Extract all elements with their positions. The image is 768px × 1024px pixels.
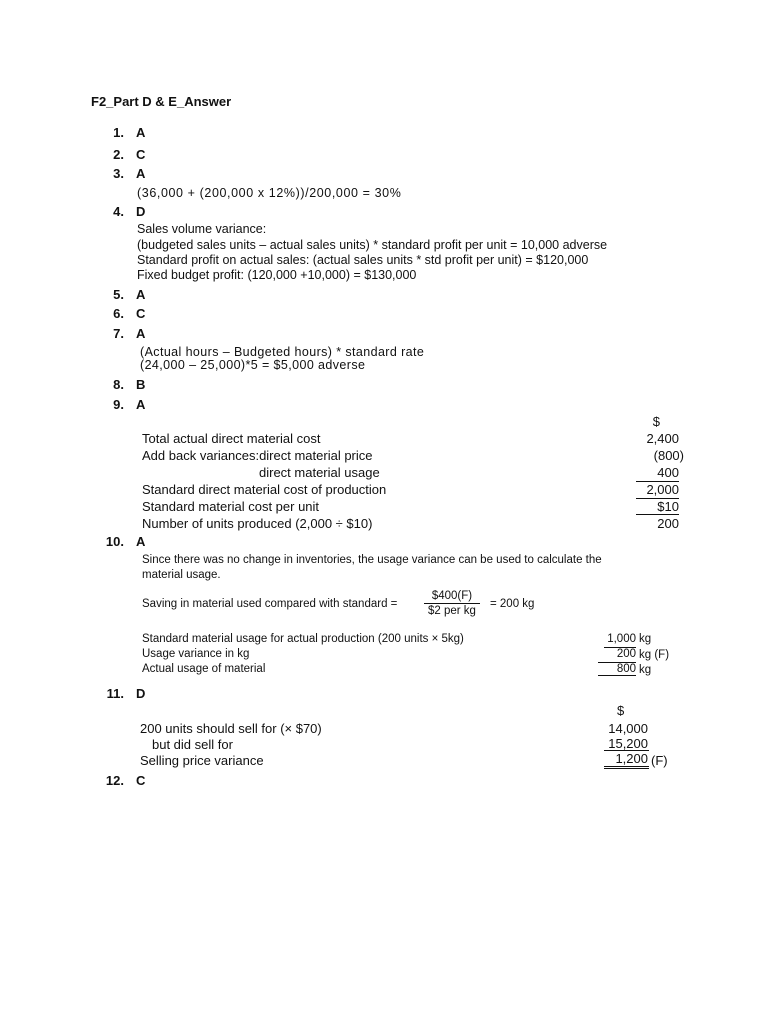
table-row-value: 2,400 — [646, 431, 679, 446]
item-answer: A — [136, 125, 146, 140]
q4-line: Standard profit on actual sales: (actual sales units * std profit per unit) = $120,000 — [137, 253, 589, 267]
item-number: 5. — [113, 287, 124, 302]
table-row-value: 1,000 — [607, 633, 636, 645]
table-row-label: Selling price variance — [140, 753, 264, 768]
table-row-label: Add back variances:direct material price — [142, 448, 373, 463]
item-answer: D — [136, 204, 146, 219]
item-answer: A — [136, 326, 146, 341]
table-row-suffix: (F) — [651, 753, 668, 768]
table-row-unit: kg — [639, 633, 652, 645]
item-number: 11. — [106, 686, 124, 701]
table-row-value: $10 — [636, 498, 679, 515]
table-row-label: direct material usage — [259, 465, 380, 480]
q3-working: (36,000 + (200,000 x 12%))/200,000 = 30% — [137, 186, 402, 200]
item-number: 12. — [105, 773, 124, 788]
q10-saving-label: Saving in material used compared with standard = — [142, 598, 398, 610]
table-row-value: 400 — [657, 465, 679, 480]
q7-line: (24,000 – 25,000)*5 = $5,000 adverse — [140, 358, 366, 372]
item-answer: A — [136, 166, 146, 181]
q10-intro: material usage. — [142, 569, 221, 581]
item-number: 7. — [113, 326, 124, 341]
table-row-value: 800 — [598, 662, 636, 676]
table-row-value: 200 — [657, 516, 679, 531]
item-number: 10. — [105, 534, 124, 549]
document-title: F2_Part D & E_Answer — [91, 94, 232, 109]
table-row-unit: kg — [639, 664, 652, 676]
q10-intro: Since there was no change in inventories, the usage variance can be used to calculate the — [142, 554, 602, 566]
item-answer: C — [136, 773, 146, 788]
item-number: 2. — [113, 147, 124, 162]
item-answer: C — [136, 147, 146, 162]
fraction-denominator: $2 per kg — [428, 605, 476, 617]
item-answer: D — [136, 686, 146, 701]
table-row-unit: kg (F) — [639, 649, 670, 661]
table-row-label: Standard material cost per unit — [142, 499, 320, 514]
table-row-label: Usage variance in kg — [142, 648, 250, 660]
fraction-numerator: $400(F) — [424, 590, 480, 604]
table-row-label: Standard direct material cost of production — [142, 482, 387, 497]
table-row-value: 15,200 — [608, 736, 648, 751]
currency-header: $ — [617, 703, 625, 718]
table-row-value: (800) — [653, 448, 684, 463]
item-answer: A — [136, 534, 146, 549]
table-row-value: 2,000 — [636, 481, 679, 497]
q4-line: (budgeted sales units – actual sales units) * standard profit per unit = 10,000 adverse — [137, 238, 608, 252]
table-row-label: Number of units produced (2,000 ÷ $10) — [142, 516, 373, 531]
table-row-label: Standard material usage for actual production (200 units × 5kg) — [142, 633, 464, 645]
currency-header: $ — [652, 414, 660, 429]
item-number: 6. — [113, 306, 124, 321]
q4-line: Sales volume variance: — [137, 222, 267, 236]
item-answer: A — [136, 287, 146, 302]
item-number: 4. — [113, 204, 124, 219]
table-row-value: 14,000 — [608, 721, 648, 736]
q10-fraction — [424, 590, 480, 617]
table-row-label: but did sell for — [152, 737, 233, 752]
item-answer: A — [136, 397, 146, 412]
item-number: 1. — [113, 125, 124, 140]
table-row-value: 1,200 — [604, 750, 649, 769]
q7-line: (Actual hours – Budgeted hours) * standard rate — [140, 345, 425, 359]
item-number: 3. — [113, 166, 124, 181]
item-number: 8. — [113, 377, 124, 392]
table-row-value: 200 — [604, 647, 636, 660]
item-answer: B — [136, 377, 146, 392]
q10-fraction-result: = 200 kg — [490, 598, 535, 610]
table-row-label: 200 units should sell for (× $70) — [140, 721, 322, 736]
item-number: 9. — [113, 397, 124, 412]
table-row-label: Total actual direct material cost — [142, 431, 321, 446]
q4-line: Fixed budget profit: (120,000 +10,000) = $130,000 — [137, 268, 417, 282]
table-row-label: Actual usage of material — [142, 663, 266, 675]
item-answer: C — [136, 306, 146, 321]
